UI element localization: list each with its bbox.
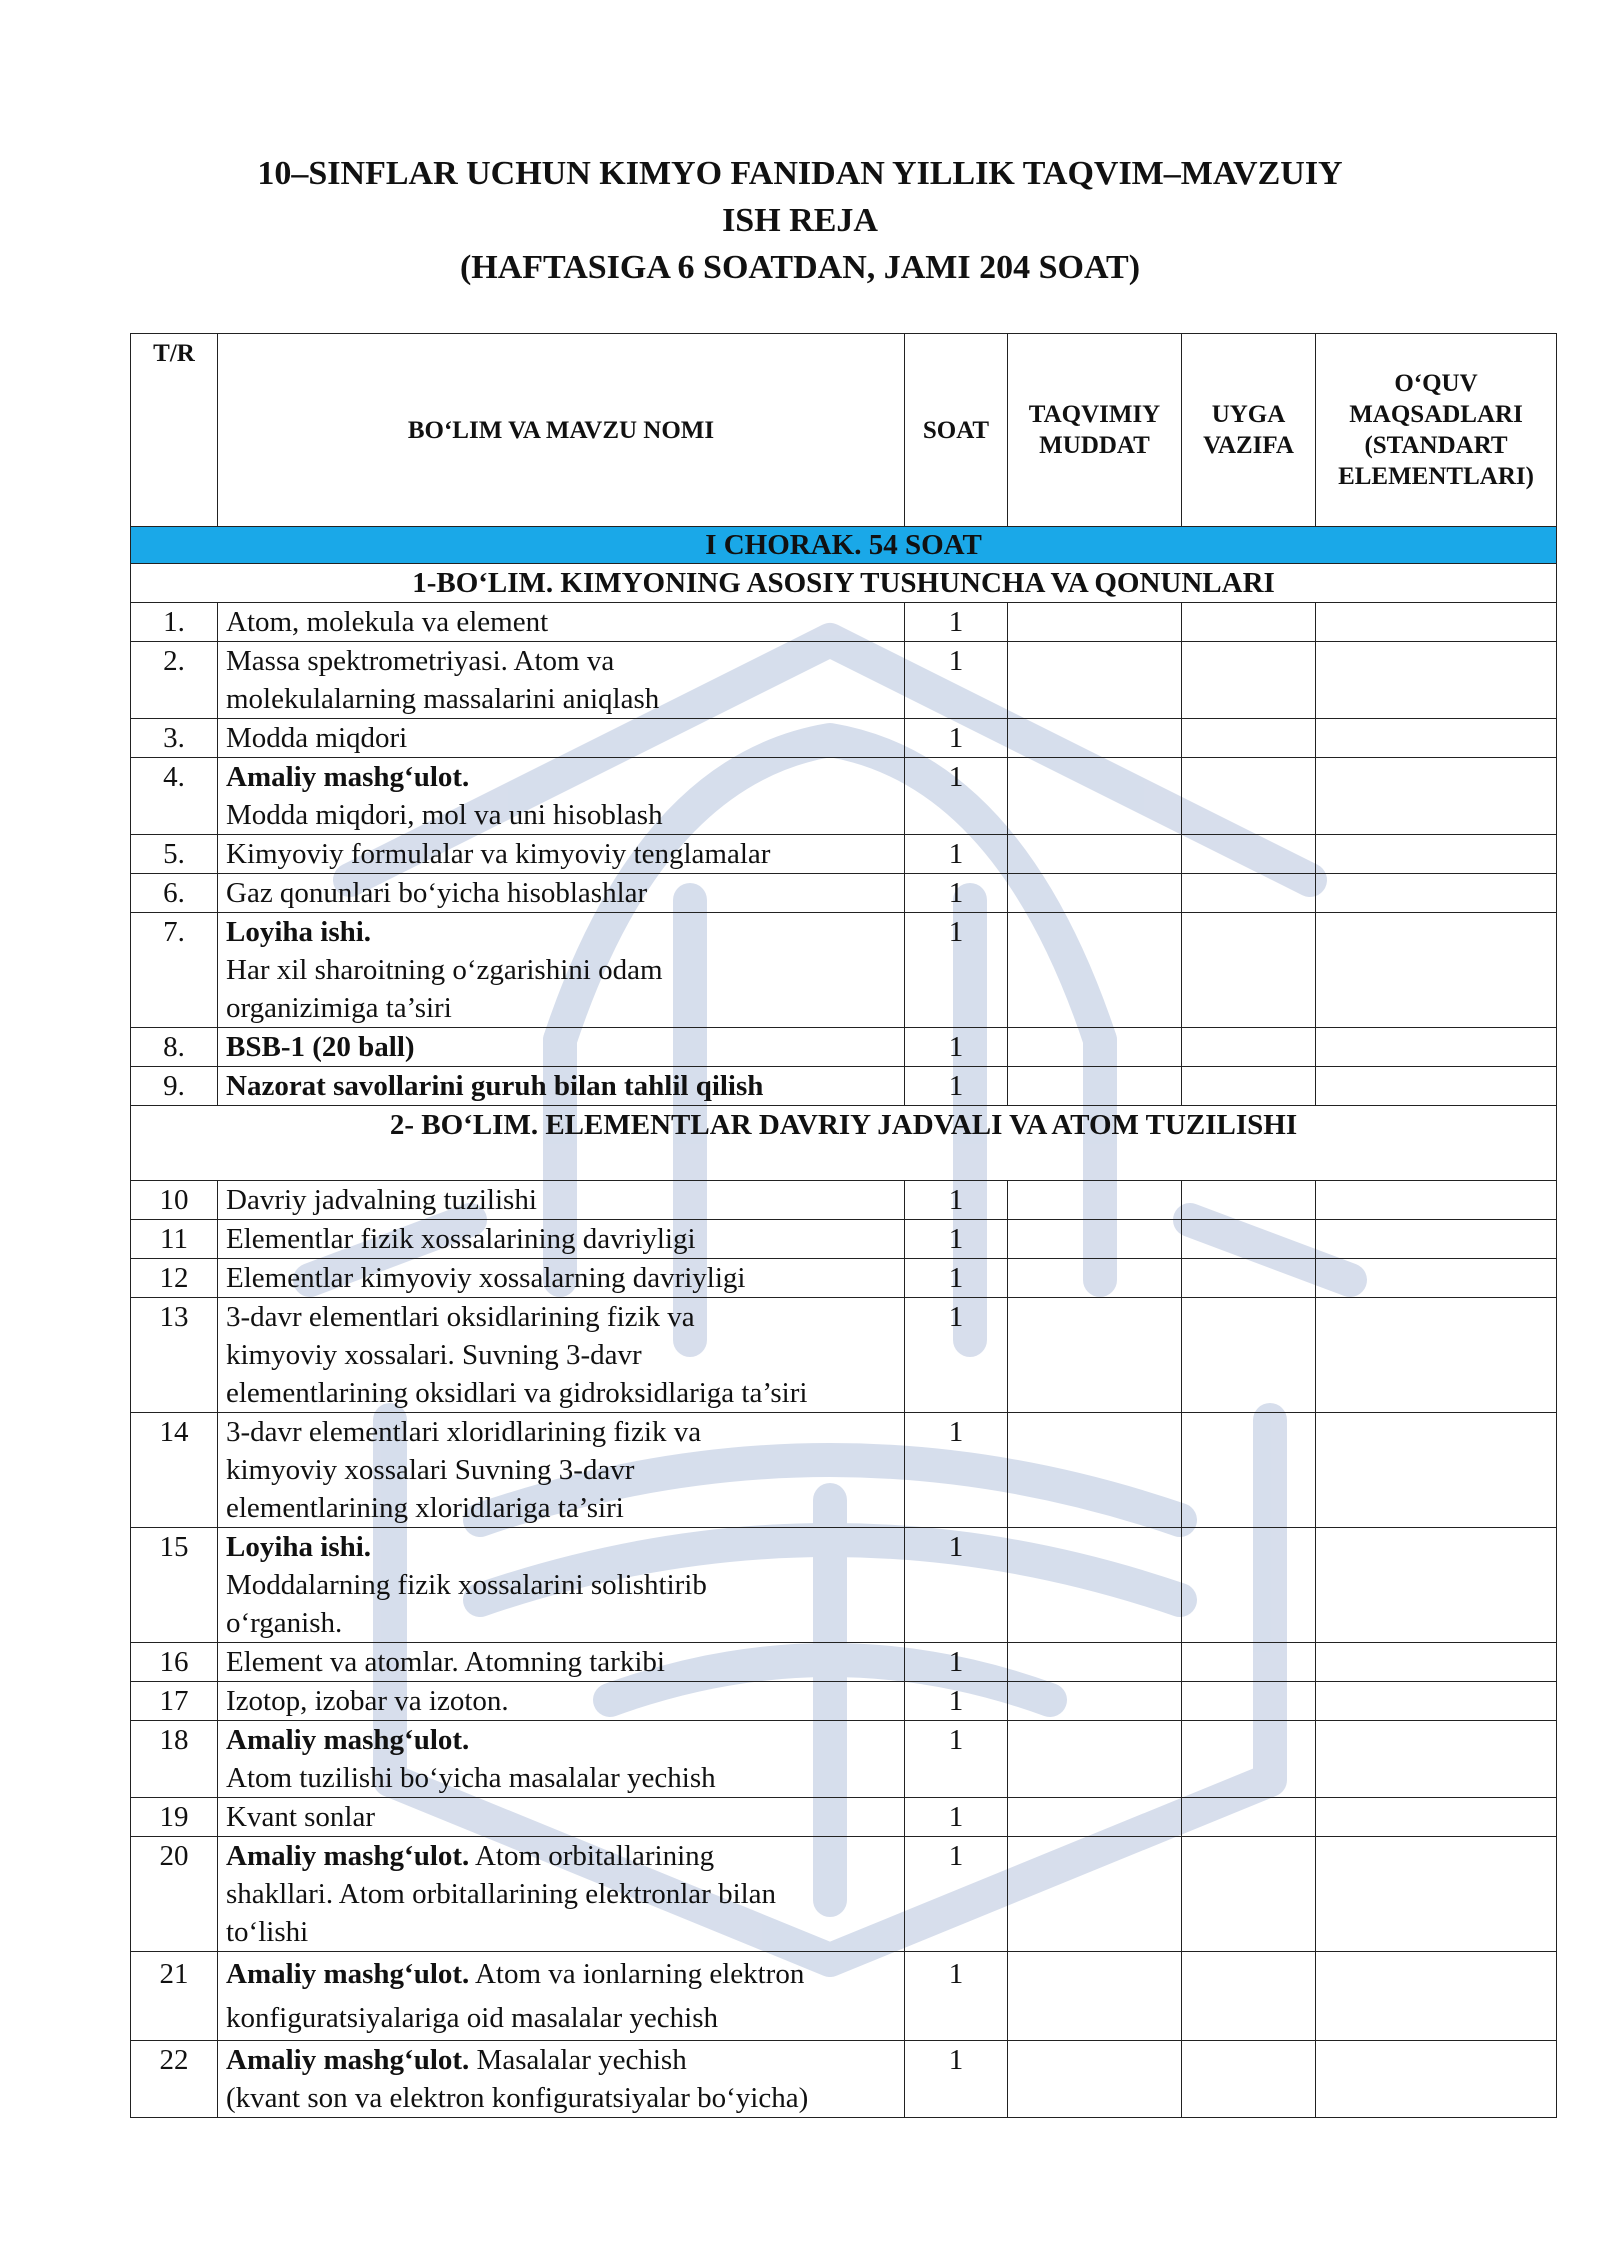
row-number: 2. [131,642,218,719]
row-number: 16 [131,1643,218,1682]
row-goals [1316,1682,1557,1721]
row-schedule [1008,1837,1182,1952]
row-homework [1182,1643,1316,1682]
row-schedule [1008,1682,1182,1721]
row-homework [1182,603,1316,642]
row-topic [218,1721,905,1798]
row-topic-bold: Loyiha ishi. [226,1531,372,1563]
row-goals [1316,1528,1557,1643]
row-goals [1316,874,1557,913]
row-hours: 1 [905,835,1008,874]
table-row [131,1643,1557,1682]
row-number: 18 [131,1721,218,1798]
row-topic-text: Gaz qonunlari bo‘yicha hisoblashlar [226,877,648,909]
row-number: 1. [131,603,218,642]
row-topic-text: 3-davr elementlari oksidlarining fizik va kimyoviy xossalari. Suvning 3-davr elementlarining oksidlari va gidroksidlariga ta’siri [226,1301,808,1409]
row-topic-text: Atom, molekula va element [226,606,549,638]
row-schedule [1008,1220,1182,1259]
row-topic [218,1220,905,1259]
row-number: 11 [131,1220,218,1259]
row-topic [218,1413,905,1528]
row-homework [1182,642,1316,719]
row-goals [1316,642,1557,719]
header-goals: O‘QUV MAQSADLARI (STANDART ELEMENTLARI) [1316,334,1557,527]
row-hours: 1 [905,913,1008,1028]
row-hours: 1 [905,874,1008,913]
row-goals [1316,1028,1557,1067]
row-topic [218,758,905,835]
row-schedule [1008,1298,1182,1413]
row-number: 8. [131,1028,218,1067]
row-topic [218,1028,905,1067]
row-topic [218,913,905,1028]
row-hours: 1 [905,1682,1008,1721]
table-row [131,1298,1557,1413]
table-row [131,1067,1557,1106]
row-homework [1182,835,1316,874]
row-schedule [1008,1067,1182,1106]
row-schedule [1008,1259,1182,1298]
row-hours: 1 [905,1220,1008,1259]
row-hours: 1 [905,1952,1008,2041]
row-goals [1316,835,1557,874]
row-topic-bold: Amaliy mashg‘ulot. [226,761,470,793]
row-hours: 1 [905,1837,1008,1952]
row-homework [1182,874,1316,913]
header-topic: BO‘LIM VA MAVZU NOMI [218,334,905,527]
row-number: 22 [131,2041,218,2118]
table-row [131,1181,1557,1220]
row-topic [218,1067,905,1106]
quarter-label: I CHORAK. 54 SOAT [131,527,1557,564]
row-hours: 1 [905,1259,1008,1298]
row-schedule [1008,1028,1182,1067]
row-homework [1182,1837,1316,1952]
title-line-2: ISH REJA [722,202,878,239]
row-homework [1182,1259,1316,1298]
row-hours: 1 [905,1413,1008,1528]
row-goals [1316,1067,1557,1106]
row-schedule [1008,1952,1182,2041]
row-hours: 1 [905,719,1008,758]
table-row [131,1682,1557,1721]
row-topic-text: Izotop, izobar va izoton. [226,1685,509,1717]
row-goals [1316,719,1557,758]
row-goals [1316,1181,1557,1220]
row-topic-text: Masalalar yechish (kvant son va elektron konfiguratsiyalar bo‘yicha) [226,2044,809,2114]
row-topic-text: Moddalarning fizik xossalarini solishtirib o‘rganish. [226,1569,707,1639]
table-row [131,642,1557,719]
header-hours: SOAT [905,334,1008,527]
row-goals [1316,913,1557,1028]
row-goals [1316,1259,1557,1298]
row-goals [1316,603,1557,642]
table-row [131,1028,1557,1067]
row-homework [1182,758,1316,835]
row-topic-bold: Amaliy mashg‘ulot. [226,2044,470,2076]
row-topic [218,642,905,719]
table-row [131,1837,1557,1952]
row-topic-text: Massa spektrometriyasi. Atom va molekulalarning massalarini aniqlash [226,645,660,715]
row-hours: 1 [905,1028,1008,1067]
row-number: 7. [131,913,218,1028]
header-row [131,334,1557,527]
row-topic-text: Element va atomlar. Atomning tarkibi [226,1646,665,1678]
table-row [131,874,1557,913]
row-schedule [1008,1798,1182,1837]
row-topic-text: Atom tuzilishi bo‘yicha masalalar yechish [226,1762,716,1794]
row-goals [1316,1798,1557,1837]
table-row [131,1798,1557,1837]
section-2-title: 2- BO‘LIM. ELEMENTLAR DAVRIY JADVALI VA ATOM TUZILISHI [131,1106,1557,1181]
section-2-row [131,1106,1557,1181]
row-hours: 1 [905,1298,1008,1413]
table-row [131,1220,1557,1259]
row-topic [218,1952,905,2041]
row-topic [218,1181,905,1220]
row-topic-bold: Amaliy mashg‘ulot. [226,1724,470,1756]
row-hours: 1 [905,1067,1008,1106]
row-topic-text: Kvant sonlar [226,1801,375,1833]
header-schedule: TAQVIMIY MUDDAT [1008,334,1182,527]
title-line-1: 10–SINFLAR UCHUN KIMYO FANIDAN YILLIK TAQVIM–MAVZUIY [257,155,1343,192]
table-row [131,758,1557,835]
row-topic-text: Davriy jadvalning tuzilishi [226,1184,537,1216]
row-topic-bold: Amaliy mashg‘ulot. [226,1840,470,1872]
row-homework [1182,1298,1316,1413]
row-homework [1182,1528,1316,1643]
row-homework [1182,719,1316,758]
row-homework [1182,1798,1316,1837]
row-topic-text: Har xil sharoitning o‘zgarishini odam organizimiga ta’siri [226,954,663,1024]
row-number: 6. [131,874,218,913]
row-topic-bold: Loyiha ishi. [226,916,372,948]
table-row [131,835,1557,874]
row-schedule [1008,758,1182,835]
table-row [131,719,1557,758]
row-topic-text: 3-davr elementlari xloridlarining fizik va kimyoviy xossalari Suvning 3-davr elementlarining xloridlariga ta’siri [226,1416,702,1524]
row-topic-bold: Nazorat savollarini guruh bilan tahlil qilish [226,1070,764,1102]
row-homework [1182,913,1316,1028]
row-goals [1316,1721,1557,1798]
row-hours: 1 [905,603,1008,642]
header-homework: UYGA VAZIFA [1182,334,1316,527]
row-goals [1316,1837,1557,1952]
row-topic-text: Modda miqdori [226,722,408,754]
section-1-row [131,564,1557,603]
row-schedule [1008,1181,1182,1220]
row-homework [1182,1413,1316,1528]
row-homework [1182,1721,1316,1798]
row-topic [218,603,905,642]
row-number: 5. [131,835,218,874]
row-homework [1182,1067,1316,1106]
row-schedule [1008,1643,1182,1682]
row-schedule [1008,642,1182,719]
row-homework [1182,1220,1316,1259]
row-topic [218,1682,905,1721]
row-number: 9. [131,1067,218,1106]
row-number: 3. [131,719,218,758]
row-hours: 1 [905,1528,1008,1643]
row-schedule [1008,874,1182,913]
row-topic [218,1643,905,1682]
document-title [0,150,1600,291]
row-number: 10 [131,1181,218,1220]
row-goals [1316,2041,1557,2118]
row-hours: 1 [905,758,1008,835]
row-topic-bold: Amaliy mashg‘ulot. [226,1958,470,1990]
row-schedule [1008,719,1182,758]
table-row [131,603,1557,642]
row-hours: 1 [905,1181,1008,1220]
row-goals [1316,1413,1557,1528]
row-topic [218,1259,905,1298]
table-row [131,2041,1557,2118]
row-number: 15 [131,1528,218,1643]
row-schedule [1008,835,1182,874]
row-goals [1316,1298,1557,1413]
row-goals [1316,758,1557,835]
row-topic-text: Atom va ionlarning elektron konfiguratsiyalariga oid masalalar yechish [226,1958,805,2034]
row-number: 20 [131,1837,218,1952]
row-hours: 1 [905,1721,1008,1798]
table-row [131,1259,1557,1298]
row-schedule [1008,1528,1182,1643]
row-number: 14 [131,1413,218,1528]
row-topic [218,1798,905,1837]
row-topic [218,835,905,874]
row-schedule [1008,1721,1182,1798]
row-number: 19 [131,1798,218,1837]
row-number: 21 [131,1952,218,2041]
row-schedule [1008,913,1182,1028]
row-topic-text: Elementlar fizik xossalarining davriyligi [226,1223,696,1255]
row-hours: 1 [905,2041,1008,2118]
row-number: 12 [131,1259,218,1298]
table-row [131,913,1557,1028]
row-topic [218,874,905,913]
row-goals [1316,1220,1557,1259]
row-homework [1182,1181,1316,1220]
title-line-3: (HAFTASIGA 6 SOATDAN, JAMI 204 SOAT) [459,249,1141,286]
row-topic [218,719,905,758]
row-topic [218,2041,905,2118]
row-hours: 1 [905,642,1008,719]
row-homework [1182,1028,1316,1067]
row-topic-text: Atom orbitallarining shakllari. Atom orbitallarining elektronlar bilan to‘lishi [226,1840,777,1948]
section-1-title: 1-BO‘LIM. KIMYONING ASOSIY TUSHUNCHA VA QONUNLARI [131,564,1557,603]
row-topic-bold: BSB-1 (20 ball) [226,1031,415,1063]
row-topic [218,1528,905,1643]
row-homework [1182,2041,1316,2118]
row-topic [218,1837,905,1952]
row-goals [1316,1643,1557,1682]
row-schedule [1008,2041,1182,2118]
row-number: 13 [131,1298,218,1413]
row-topic-text: Kimyoviy formulalar va kimyoviy tenglamalar [226,838,771,870]
table-row [131,1952,1557,2041]
row-topic-text: Modda miqdori, mol va uni hisoblash [226,799,663,831]
row-topic-text: Elementlar kimyoviy xossalarning davriyligi [226,1262,746,1294]
row-topic [218,1298,905,1413]
table-row [131,1413,1557,1528]
table-row [131,1528,1557,1643]
row-number: 17 [131,1682,218,1721]
row-hours: 1 [905,1643,1008,1682]
table-row [131,1721,1557,1798]
header-tr: T/R [131,334,218,527]
row-hours: 1 [905,1798,1008,1837]
row-schedule [1008,603,1182,642]
row-homework [1182,1952,1316,2041]
row-number: 4. [131,758,218,835]
row-schedule [1008,1413,1182,1528]
row-goals [1316,1952,1557,2041]
row-homework [1182,1682,1316,1721]
plan-table [130,333,1557,2118]
quarter-row [131,527,1557,564]
